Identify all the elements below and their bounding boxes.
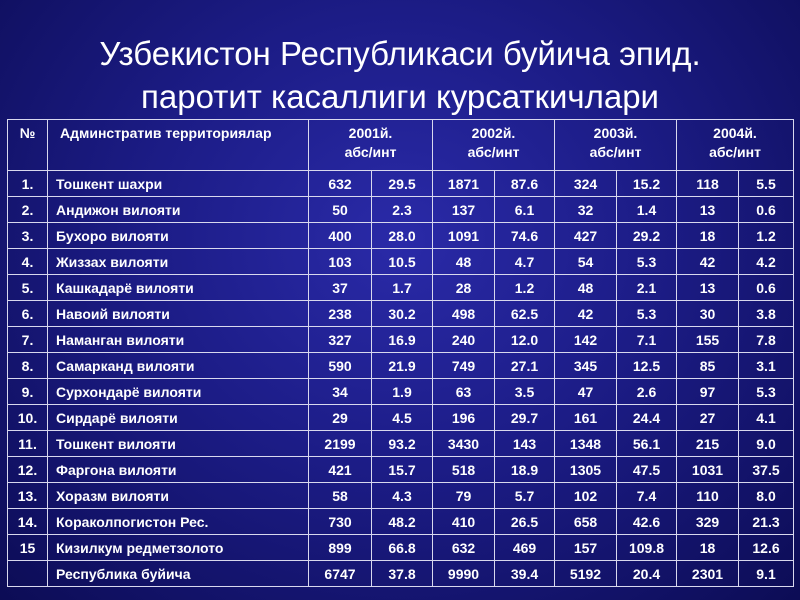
- header-year-2001: [309, 120, 433, 171]
- cell-intensive: 24.4: [617, 405, 677, 431]
- cell-absolute: 34: [309, 379, 372, 405]
- cell-absolute: 54: [555, 249, 617, 275]
- cell-absolute: 658: [555, 509, 617, 535]
- row-region-name: Тошкент шахри: [48, 171, 309, 197]
- cell-absolute: 2199: [309, 431, 372, 457]
- table-row: [8, 353, 794, 379]
- table-row: [8, 509, 794, 535]
- row-number: 5.: [8, 275, 48, 301]
- cell-absolute: 155: [677, 327, 739, 353]
- cell-intensive: 109.8: [617, 535, 677, 561]
- table-row: [8, 483, 794, 509]
- cell-intensive: 7.1: [617, 327, 677, 353]
- cell-absolute: 27: [677, 405, 739, 431]
- cell-intensive: 26.5: [495, 509, 555, 535]
- cell-intensive: 0.6: [739, 275, 794, 301]
- cell-absolute: 749: [433, 353, 495, 379]
- cell-intensive: 47.5: [617, 457, 677, 483]
- cell-absolute: 730: [309, 509, 372, 535]
- row-region-name: Фаргона вилояти: [48, 457, 309, 483]
- cell-absolute: 899: [309, 535, 372, 561]
- cell-intensive: 74.6: [495, 223, 555, 249]
- row-number: 9.: [8, 379, 48, 405]
- cell-absolute: 97: [677, 379, 739, 405]
- table-row: [8, 223, 794, 249]
- header-unit-label: абс/инт: [344, 144, 397, 160]
- cell-intensive: 15.7: [372, 457, 433, 483]
- cell-intensive: 4.7: [495, 249, 555, 275]
- slide-title: [0, 32, 800, 118]
- cell-intensive: 8.0: [739, 483, 794, 509]
- header-year-2002: [433, 120, 555, 171]
- cell-intensive: 29.5: [372, 171, 433, 197]
- row-number: 7.: [8, 327, 48, 353]
- cell-intensive: 2.6: [617, 379, 677, 405]
- cell-intensive: 29.7: [495, 405, 555, 431]
- cell-intensive: 29.2: [617, 223, 677, 249]
- cell-absolute: 1031: [677, 457, 739, 483]
- row-number: 13.: [8, 483, 48, 509]
- cell-absolute: 79: [433, 483, 495, 509]
- cell-intensive: 3.5: [495, 379, 555, 405]
- cell-absolute: 427: [555, 223, 617, 249]
- row-region-name: Хоразм вилояти: [48, 483, 309, 509]
- row-region-name: Бухоро вилояти: [48, 223, 309, 249]
- cell-absolute: 29: [309, 405, 372, 431]
- slide-title-line-2: паротит касаллиги курсаткичлари: [141, 78, 659, 115]
- cell-intensive: 16.9: [372, 327, 433, 353]
- cell-intensive: 15.2: [617, 171, 677, 197]
- cell-intensive: 469: [495, 535, 555, 561]
- cell-intensive: 12.5: [617, 353, 677, 379]
- cell-absolute: 9990: [433, 561, 495, 587]
- cell-absolute: 161: [555, 405, 617, 431]
- cell-intensive: 37.5: [739, 457, 794, 483]
- row-region-name: Наманган вилояти: [48, 327, 309, 353]
- cell-absolute: 142: [555, 327, 617, 353]
- row-number: 1.: [8, 171, 48, 197]
- cell-intensive: 1.2: [739, 223, 794, 249]
- header-year-label: 2002й.: [471, 125, 516, 141]
- cell-absolute: 196: [433, 405, 495, 431]
- epidemic-parotitis-table: [7, 119, 794, 587]
- cell-intensive: 12.6: [739, 535, 794, 561]
- row-region-name: Республика буйича: [48, 561, 309, 587]
- cell-intensive: 4.3: [372, 483, 433, 509]
- table-row: [8, 431, 794, 457]
- cell-intensive: 93.2: [372, 431, 433, 457]
- cell-absolute: 50: [309, 197, 372, 223]
- cell-absolute: 238: [309, 301, 372, 327]
- table-row: [8, 535, 794, 561]
- header-year-2004: [677, 120, 794, 171]
- header-num: №: [8, 120, 48, 171]
- cell-intensive: 9.0: [739, 431, 794, 457]
- table-row: [8, 379, 794, 405]
- row-region-name: Кораколпогистон Рес.: [48, 509, 309, 535]
- cell-absolute: 3430: [433, 431, 495, 457]
- cell-absolute: 324: [555, 171, 617, 197]
- cell-intensive: 143: [495, 431, 555, 457]
- cell-absolute: 63: [433, 379, 495, 405]
- cell-absolute: 2301: [677, 561, 739, 587]
- cell-absolute: 590: [309, 353, 372, 379]
- cell-absolute: 410: [433, 509, 495, 535]
- header-region: Админстратив территориялар: [48, 120, 309, 171]
- cell-absolute: 47: [555, 379, 617, 405]
- cell-intensive: 0.6: [739, 197, 794, 223]
- cell-intensive: 2.3: [372, 197, 433, 223]
- table-row: [8, 457, 794, 483]
- header-year-label: 2004й.: [713, 125, 757, 141]
- cell-absolute: 58: [309, 483, 372, 509]
- header-unit-label: абс/инт: [709, 144, 761, 160]
- row-region-name: Кашкадарё вилояти: [48, 275, 309, 301]
- cell-intensive: 56.1: [617, 431, 677, 457]
- cell-intensive: 9.1: [739, 561, 794, 587]
- row-region-name: Сурхондарё вилояти: [48, 379, 309, 405]
- table-row: [8, 275, 794, 301]
- cell-absolute: 1871: [433, 171, 495, 197]
- row-region-name: Андижон вилояти: [48, 197, 309, 223]
- cell-intensive: 7.8: [739, 327, 794, 353]
- cell-absolute: 632: [309, 171, 372, 197]
- cell-absolute: 102: [555, 483, 617, 509]
- row-number: 8.: [8, 353, 48, 379]
- cell-absolute: 48: [555, 275, 617, 301]
- table-row: [8, 327, 794, 353]
- table-row: [8, 197, 794, 223]
- cell-intensive: 1.2: [495, 275, 555, 301]
- cell-absolute: 32: [555, 197, 617, 223]
- cell-absolute: 632: [433, 535, 495, 561]
- cell-intensive: 39.4: [495, 561, 555, 587]
- row-region-name: Кизилкум редметзолото: [48, 535, 309, 561]
- header-year-2003: [555, 120, 677, 171]
- cell-intensive: 18.9: [495, 457, 555, 483]
- cell-absolute: 137: [433, 197, 495, 223]
- row-number: 4.: [8, 249, 48, 275]
- cell-intensive: 3.1: [739, 353, 794, 379]
- cell-absolute: 30: [677, 301, 739, 327]
- cell-absolute: 13: [677, 275, 739, 301]
- cell-absolute: 327: [309, 327, 372, 353]
- row-number: 2.: [8, 197, 48, 223]
- cell-absolute: 103: [309, 249, 372, 275]
- cell-intensive: 1.7: [372, 275, 433, 301]
- header-unit-label: абс/инт: [467, 144, 520, 160]
- cell-absolute: 37: [309, 275, 372, 301]
- table-row: [8, 561, 794, 587]
- table-row: [8, 301, 794, 327]
- cell-absolute: 240: [433, 327, 495, 353]
- cell-absolute: 42: [555, 301, 617, 327]
- cell-intensive: 2.1: [617, 275, 677, 301]
- cell-intensive: 5.3: [617, 301, 677, 327]
- cell-absolute: 421: [309, 457, 372, 483]
- cell-absolute: 6747: [309, 561, 372, 587]
- header-unit-label: абс/инт: [589, 144, 642, 160]
- cell-absolute: 498: [433, 301, 495, 327]
- cell-intensive: 5.7: [495, 483, 555, 509]
- row-region-name: Жиззах вилояти: [48, 249, 309, 275]
- cell-intensive: 1.4: [617, 197, 677, 223]
- cell-absolute: 85: [677, 353, 739, 379]
- cell-intensive: 87.6: [495, 171, 555, 197]
- cell-intensive: 6.1: [495, 197, 555, 223]
- cell-intensive: 21.9: [372, 353, 433, 379]
- cell-intensive: 1.9: [372, 379, 433, 405]
- row-region-name: Тошкент вилояти: [48, 431, 309, 457]
- cell-absolute: 5192: [555, 561, 617, 587]
- cell-intensive: 4.5: [372, 405, 433, 431]
- table-header-row: [8, 120, 794, 171]
- cell-absolute: 400: [309, 223, 372, 249]
- table-row: [8, 171, 794, 197]
- cell-intensive: 21.3: [739, 509, 794, 535]
- cell-intensive: 28.0: [372, 223, 433, 249]
- cell-intensive: 4.1: [739, 405, 794, 431]
- cell-absolute: 1348: [555, 431, 617, 457]
- cell-absolute: 1091: [433, 223, 495, 249]
- cell-absolute: 345: [555, 353, 617, 379]
- cell-absolute: 215: [677, 431, 739, 457]
- table-row: [8, 249, 794, 275]
- table-row: [8, 405, 794, 431]
- cell-intensive: 7.4: [617, 483, 677, 509]
- slide-title-line-1: Узбекистон Республикаси буйича эпид.: [99, 35, 701, 72]
- row-region-name: Самарканд вилояти: [48, 353, 309, 379]
- cell-intensive: 66.8: [372, 535, 433, 561]
- cell-intensive: 10.5: [372, 249, 433, 275]
- cell-intensive: 5.3: [617, 249, 677, 275]
- row-number: 6.: [8, 301, 48, 327]
- cell-intensive: 20.4: [617, 561, 677, 587]
- cell-intensive: 3.8: [739, 301, 794, 327]
- cell-absolute: 518: [433, 457, 495, 483]
- row-number: 12.: [8, 457, 48, 483]
- cell-intensive: 48.2: [372, 509, 433, 535]
- header-year-label: 2003й.: [593, 125, 638, 141]
- row-region-name: Навоий вилояти: [48, 301, 309, 327]
- cell-intensive: 5.5: [739, 171, 794, 197]
- table-body: [8, 171, 794, 587]
- cell-absolute: 329: [677, 509, 739, 535]
- cell-intensive: 5.3: [739, 379, 794, 405]
- cell-absolute: 42: [677, 249, 739, 275]
- cell-absolute: 18: [677, 535, 739, 561]
- row-number: 15: [8, 535, 48, 561]
- row-number: [8, 561, 48, 587]
- row-number: 11.: [8, 431, 48, 457]
- cell-absolute: 110: [677, 483, 739, 509]
- row-number: 10.: [8, 405, 48, 431]
- cell-intensive: 4.2: [739, 249, 794, 275]
- cell-intensive: 62.5: [495, 301, 555, 327]
- cell-intensive: 27.1: [495, 353, 555, 379]
- cell-intensive: 37.8: [372, 561, 433, 587]
- cell-absolute: 18: [677, 223, 739, 249]
- cell-intensive: 30.2: [372, 301, 433, 327]
- cell-absolute: 157: [555, 535, 617, 561]
- row-region-name: Сирдарё вилояти: [48, 405, 309, 431]
- row-number: 3.: [8, 223, 48, 249]
- cell-intensive: 12.0: [495, 327, 555, 353]
- cell-absolute: 13: [677, 197, 739, 223]
- cell-absolute: 1305: [555, 457, 617, 483]
- cell-intensive: 42.6: [617, 509, 677, 535]
- cell-absolute: 118: [677, 171, 739, 197]
- header-year-label: 2001й.: [348, 125, 393, 141]
- row-number: 14.: [8, 509, 48, 535]
- cell-absolute: 28: [433, 275, 495, 301]
- cell-absolute: 48: [433, 249, 495, 275]
